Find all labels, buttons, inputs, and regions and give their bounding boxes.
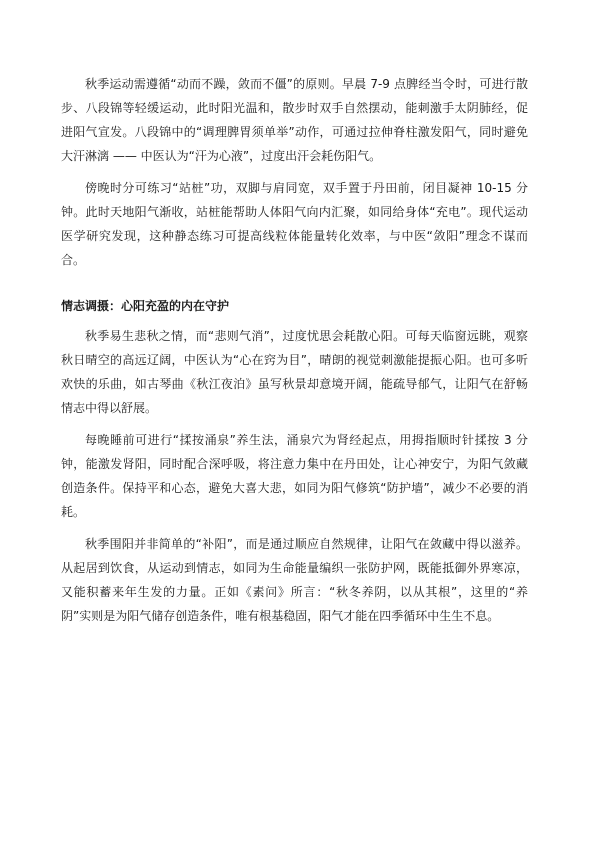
paragraph-emotion: 秋季易生悲秋之情，而“悲则气消”，过度忧思会耗散心阳。可每天临窗远眺，观察秋日晴空的高远辽阔，中医认为“心在窍为目”，晴朗的视觉刺激能提振心阳。也可多听欢快的乐曲，如古琴曲《秋江夜泊》虽写秋景却意境开阔，能疏导郁气，让阳气在舒畅情志中得以舒展。: [61, 329, 528, 415]
paragraph-bedtime: 每晚睡前可进行“揉按涌泉”养生法，涌泉穴为肾经起点，用拇指顺时针揉按 3 分钟，能激发肾阳，同时配合深呼吸，将注意力集中在丹田处，让心神安宁，为阳气敛藏创造条件。保持平和心态，避免大喜大悲，如同为阳气修筑“防护墙”，减少不必要的消耗。: [61, 433, 528, 519]
section-heading: 情志调摄：心阳充盈的内在守护: [61, 299, 230, 313]
paragraph-exercise-evening: 傍晚时分可练习“站桩”功，双脚与肩同宽，双手置于丹田前，闭目凝神 10-15 分钟。此时天地阳气渐收，站桩能帮助人体阳气向内汇聚，如同给身体“充电”。现代运动医学研究发现，这种静态练习可提高线粒体能量转化效率，与中医“敛阳”理念不谋而合。: [61, 181, 528, 267]
paragraph-conclusion: 秋季围阳并非简单的“补阳”，而是通过顺应自然规律，让阳气在敛藏中得以滋养。从起居到饮食，从运动到情志，如同为生命能量编织一张防护网，既能抵御外界寒凉，又能积蓄来年生发的力量。正如《素问》所言：“秋冬养阴，以从其根”，这里的“养阴”实则是为阳气储存创造条件，唯有根基稳固，阳气才能在四季循环中生生不息。: [61, 537, 528, 623]
paragraph-exercise-morning: 秋季运动需遵循“动而不躁，敛而不僵”的原则。早晨 7-9 点脾经当令时，可进行散步、八段锦等轻缓运动，此时阳光温和，散步时双手自然摆动，能刺激手太阴肺经，促进阳气宣发。八段锦中的“调理脾胃须单举”动作，可通过拉伸脊柱激发阳气，同时避免大汗淋漓 —— 中医认为“汗为心液”，过度出汗会耗伤阳气。: [61, 77, 528, 163]
